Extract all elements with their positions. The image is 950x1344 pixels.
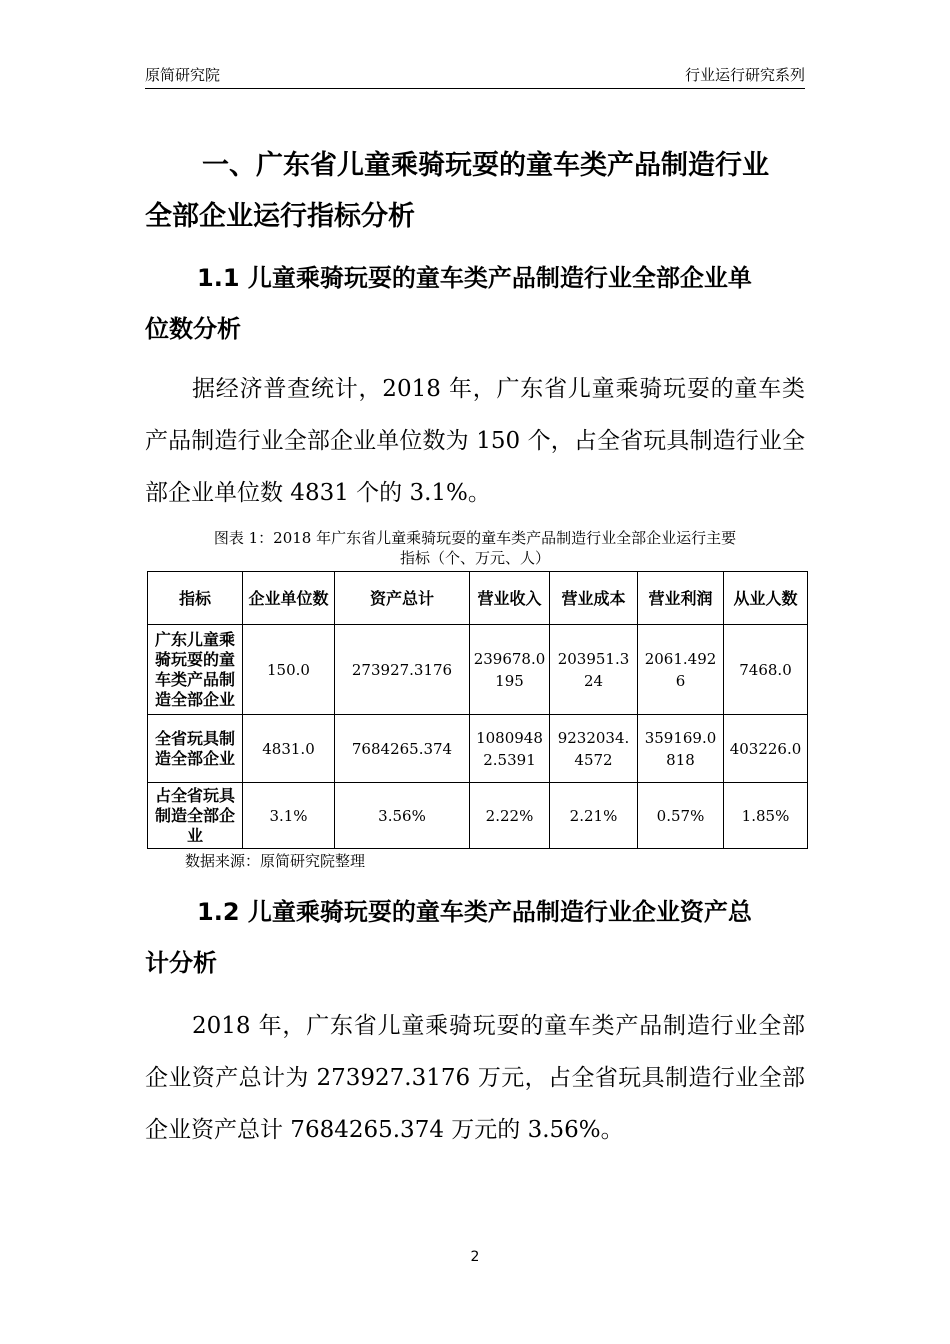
table-caption bbox=[145, 528, 805, 568]
table-caption-line1: 图表 1：2018 年广东省儿童乘骑玩耍的童车类产品制造行业全部企业运行主要 bbox=[213, 529, 737, 547]
page-number: 2 bbox=[470, 1249, 480, 1265]
table-cell: 9232034.4572 bbox=[550, 715, 638, 783]
section-title-line2: 全部企业运行指标分析 bbox=[145, 201, 415, 232]
table-cell: 7684265.374 bbox=[335, 715, 470, 783]
table-row bbox=[148, 625, 808, 715]
table-cell: 403226.0 bbox=[724, 715, 808, 783]
indicator-table bbox=[147, 571, 807, 849]
subsection-1-1-title-line2: 位数分析 bbox=[145, 315, 241, 343]
table-cell: 1.85% bbox=[724, 783, 808, 849]
table-cell: 4831.0 bbox=[243, 715, 335, 783]
table-cell: 3.1% bbox=[243, 783, 335, 849]
header-org-name: 原简研究院 bbox=[145, 66, 221, 84]
table-cell: 2.22% bbox=[470, 783, 550, 849]
table-row-label: 占全省玩具制造全部企业 bbox=[148, 783, 243, 849]
table-row-label: 全省玩具制造全部企业 bbox=[148, 715, 243, 783]
table-cell: 3.56% bbox=[335, 783, 470, 849]
table-row-label: 广东儿童乘骑玩耍的童车类产品制造全部企业 bbox=[148, 625, 243, 715]
table-cell: 2061.4926 bbox=[638, 625, 724, 715]
table-header-cell: 营业利润 bbox=[638, 572, 724, 625]
table-cell: 2.21% bbox=[550, 783, 638, 849]
table-row bbox=[148, 783, 808, 849]
subsection-1-2-title-line2: 计分析 bbox=[145, 949, 217, 977]
table-header-cell: 企业单位数 bbox=[243, 572, 335, 625]
table-cell: 273927.3176 bbox=[335, 625, 470, 715]
table-cell: 359169.0818 bbox=[638, 715, 724, 783]
table-header-cell: 资产总计 bbox=[335, 572, 470, 625]
table-cell: 239678.0195 bbox=[470, 625, 550, 715]
table-header-cell: 营业收入 bbox=[470, 572, 550, 625]
table-cell: 150.0 bbox=[243, 625, 335, 715]
subsection-1-1-title-line1: 1.1 儿童乘骑玩耍的童车类产品制造行业全部企业单 bbox=[197, 264, 752, 292]
header-series-name: 行业运行研究系列 bbox=[684, 66, 805, 84]
header-divider bbox=[145, 88, 805, 89]
table-header-cell: 从业人数 bbox=[724, 572, 808, 625]
subsection-1-1-paragraph: 据经济普查统计，2018 年，广东省儿童乘骑玩耍的童车类产品制造行业全部企业单位数为 150 个，占全省玩具制造行业全部企业单位数 4831 个的 3.1%。 bbox=[145, 376, 805, 506]
subsection-1-2-title-line1: 1.2 儿童乘骑玩耍的童车类产品制造行业企业资产总 bbox=[197, 898, 752, 926]
table-source-note: 数据来源：原简研究院整理 bbox=[185, 852, 366, 870]
table-cell: 10809482.5391 bbox=[470, 715, 550, 783]
table-row bbox=[148, 715, 808, 783]
table-caption-line2: 指标（个、万元、人） bbox=[399, 549, 550, 567]
table-header-cell: 指标 bbox=[148, 572, 243, 625]
table-cell: 7468.0 bbox=[724, 625, 808, 715]
section-title-line1: 一、广东省儿童乘骑玩耍的童车类产品制造行业 bbox=[202, 150, 769, 181]
table-cell: 0.57% bbox=[638, 783, 724, 849]
table-cell: 203951.324 bbox=[550, 625, 638, 715]
subsection-1-2-paragraph: 2018 年，广东省儿童乘骑玩耍的童车类产品制造行业全部企业资产总计为 273927.3176 万元，占全省玩具制造行业全部企业资产总计 7684265.374 万元的 3.56%。 bbox=[145, 1013, 805, 1143]
table-header-row bbox=[148, 572, 808, 625]
table-header-cell: 营业成本 bbox=[550, 572, 638, 625]
